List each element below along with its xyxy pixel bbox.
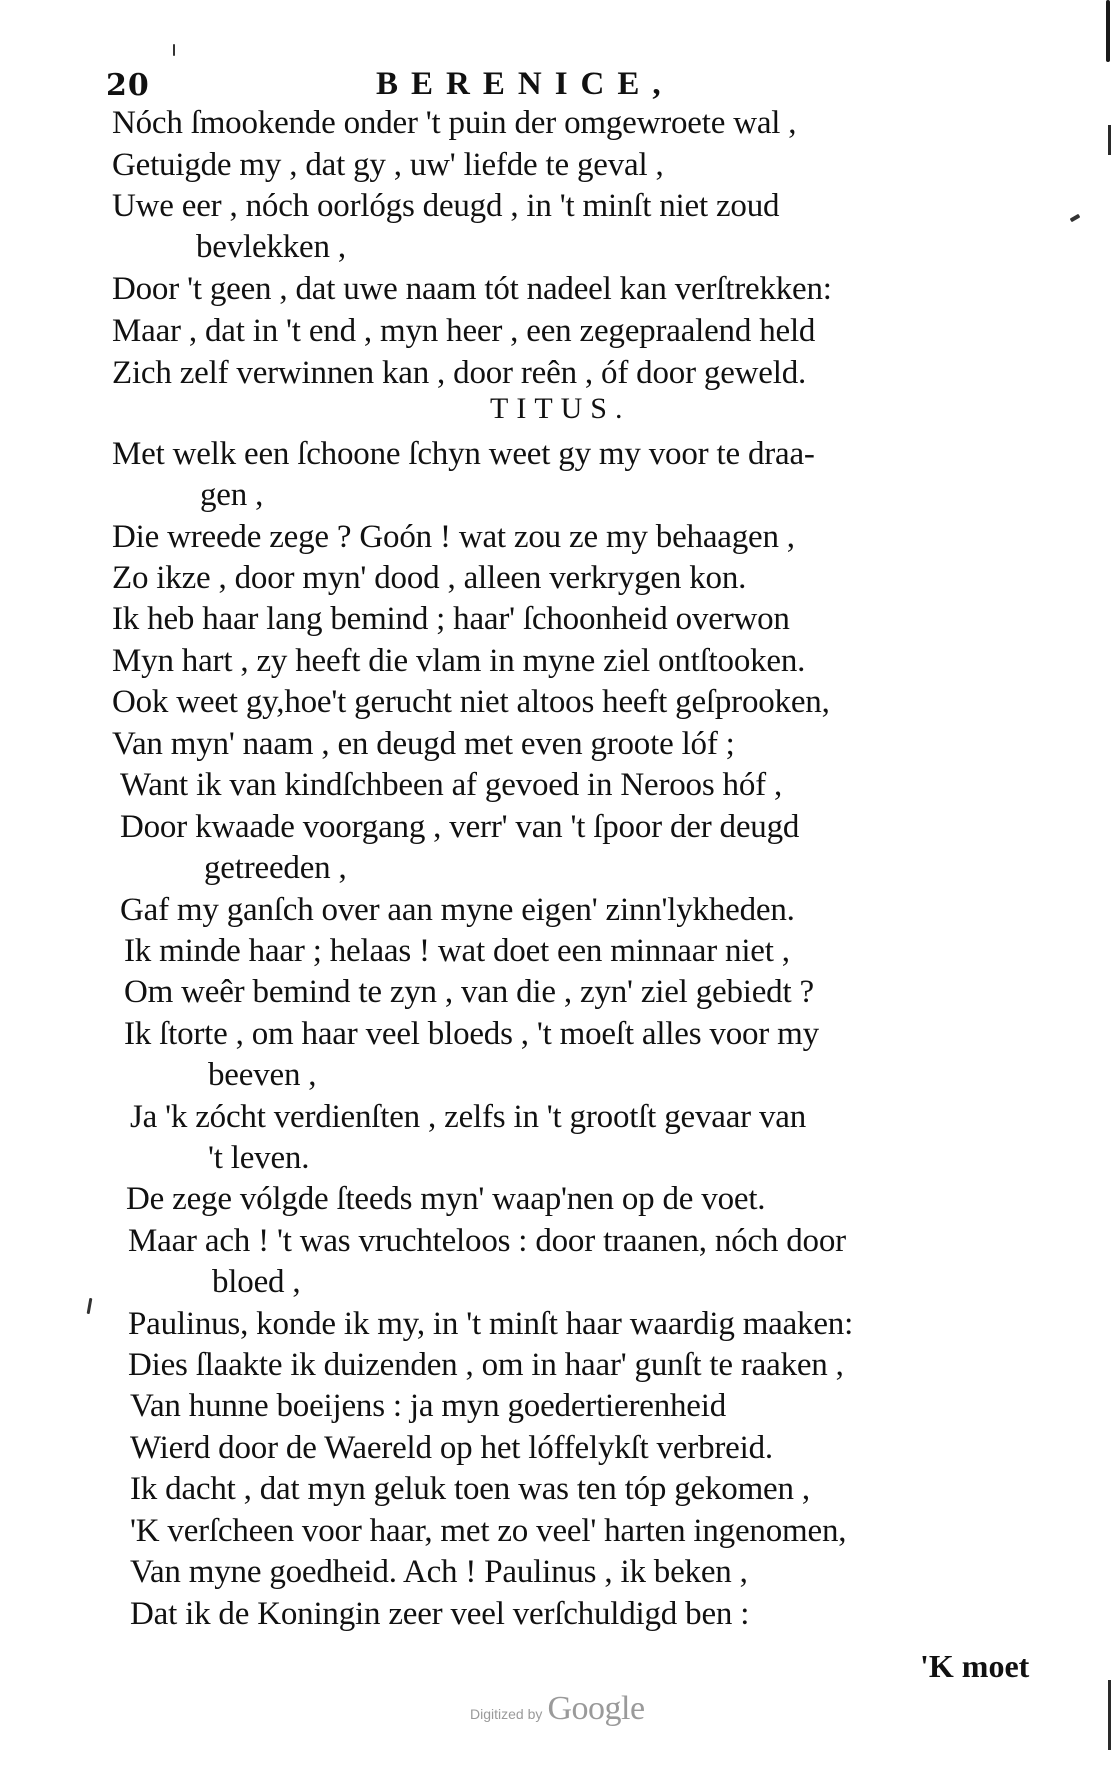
page-edge-mark [1108, 1680, 1111, 1750]
verse-line: Myn hart , zy heeft die vlam in myne ziel ontſtooken. [112, 643, 806, 679]
verse-line: Gaf my ganſch over aan myne eigen' zinn'lykheden. [120, 892, 795, 928]
catchword: 'K moet [920, 1648, 1030, 1684]
verse-line: Ja 'k zócht verdienſten , zelfs in 't grootſt gevaar van [130, 1099, 807, 1135]
verse-line: Door 't geen , dat uwe naam tót nadeel kan verſtrekken: [112, 271, 832, 307]
page-edge-mark [1108, 125, 1111, 155]
ink-speck [1070, 214, 1081, 222]
verse-line: Maar ach ! 't was vruchteloos : door traanen, nóch door [128, 1223, 846, 1259]
verse-line: Ik ſtorte , om haar veel bloeds , 't moeſt alles voor my [124, 1016, 819, 1052]
verse-line: Van myn' naam , en deugd met even groote lóf ; [112, 726, 735, 762]
verse-line: Dat ik de Koningin zeer veel verſchuldigd ben : [130, 1596, 750, 1632]
verse-line: gen , [200, 477, 264, 513]
verse-line: 'K verſcheen voor haar, met zo veel' harten ingenomen, [130, 1513, 847, 1549]
verse-line: De zege vólgde ſteeds myn' waap'nen op de voet. [126, 1181, 766, 1217]
verse-line: Om weêr bemind te zyn , van die , zyn' ziel gebiedt ? [124, 974, 814, 1010]
verse-line: Zo ikze , door myn' dood , alleen verkrygen kon. [112, 560, 747, 596]
verse-line: Die wreede zege ? Goón ! wat zou ze my behaagen , [112, 519, 795, 555]
verse-line: Ik dacht , dat myn geluk toen was ten tóp gekomen , [130, 1471, 810, 1507]
page-header [0, 66, 1114, 106]
google-logo-text: Google [547, 1690, 645, 1727]
verse-line: Zich zelf verwinnen kan , door reên , óf door geweld. [112, 355, 807, 391]
speaker-heading: TITUS. [490, 392, 631, 425]
verse-line: Met welk een ſchoone ſchyn weet gy my voor te draa- [112, 436, 815, 472]
running-title: BERENICE, [376, 66, 674, 102]
verse-line: Ik heb haar lang bemind ; haar' ſchoonheid overwon [112, 601, 790, 637]
page-edge-mark [1106, 0, 1110, 62]
verse-line: getreeden , [204, 850, 347, 886]
ink-speck [87, 1298, 93, 1314]
verse-line: 't leven. [208, 1140, 310, 1176]
verse-line: Uwe eer , nóch oorlógs deugd , in 't minſt niet zoud [112, 188, 780, 224]
verse-line: Van myne goedheid. Ach ! Paulinus , ik beken , [130, 1554, 748, 1590]
verse-line: Ik minde haar ; helaas ! wat doet een minnaar niet , [124, 933, 790, 969]
verse-line: Paulinus, konde ik my, in 't minſt haar waardig maaken: [128, 1306, 854, 1342]
ink-speck [173, 44, 175, 56]
page-number: 20 [106, 68, 150, 103]
verse-line: Dies ſlaakte ik duizenden , om in haar' gunſt te raaken , [128, 1347, 844, 1383]
verse-line: Van hunne boeijens : ja myn goedertierenheid [130, 1388, 727, 1424]
verse-line: Maar , dat in 't end , myn heer , een zegepraalend held [112, 313, 816, 349]
verse-line: beeven , [208, 1057, 317, 1093]
verse-line: Getuigde my , dat gy , uw' liefde te geval , [112, 147, 664, 183]
verse-line: Nóch ſmookende onder 't puin der omgewroete wal , [112, 105, 797, 141]
verse-line: Door kwaade voorgang , verr' van 't ſpoor der deugd [120, 809, 800, 845]
verse-line: Ook weet gy,hoe't gerucht niet altoos heeft geſprooken, [112, 684, 830, 720]
verse-line: bloed , [212, 1264, 301, 1300]
digitized-by-google-watermark [470, 1690, 645, 1728]
verse-line: Want ik van kindſchbeen af gevoed in Neroos hóf , [120, 767, 783, 803]
verse-line: Wierd door de Waereld op het lóffelykſt verbreid. [130, 1430, 773, 1466]
watermark-prefix: Digitized by [470, 1706, 543, 1722]
verse-line: bevlekken , [196, 229, 346, 265]
